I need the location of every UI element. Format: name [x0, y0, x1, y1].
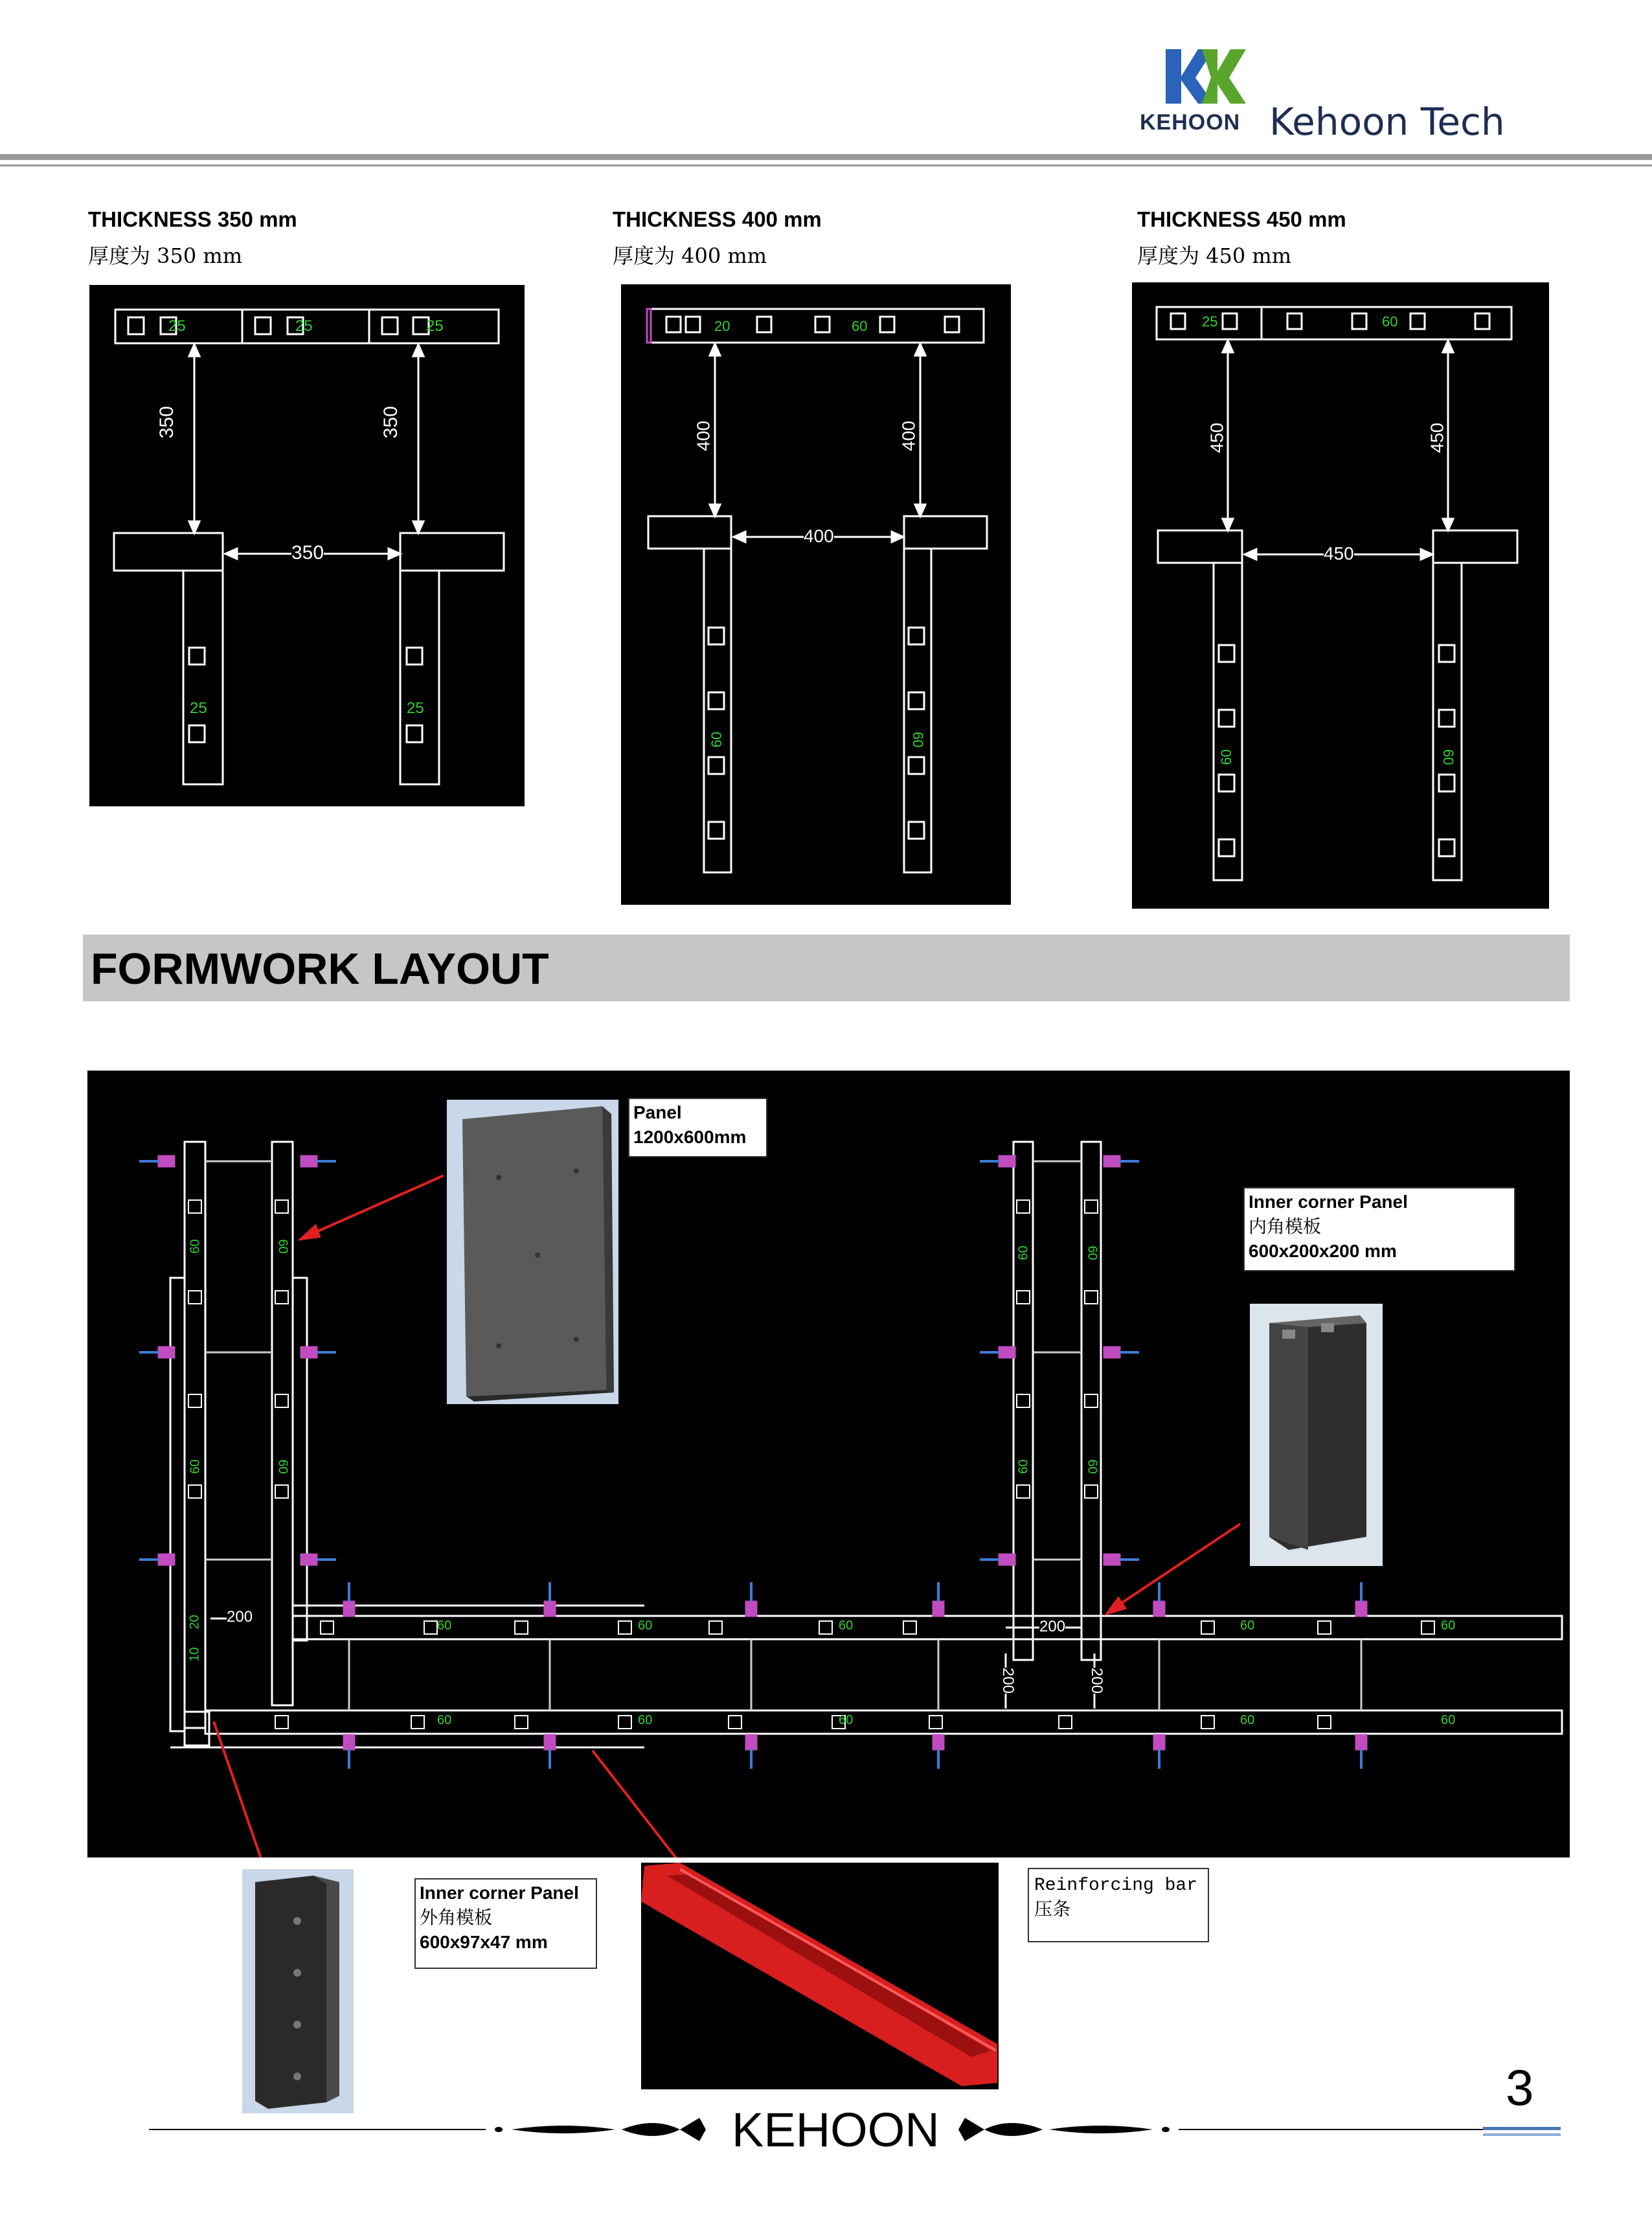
thickness-350-drawing [89, 285, 525, 806]
module-label: 20 [187, 1615, 202, 1630]
page-number-rule [1483, 2127, 1561, 2130]
module-label: 60 [188, 1239, 203, 1254]
dimension-label: 200 [1088, 1667, 1106, 1694]
thickness-400-drawing [621, 284, 1011, 905]
thickness-450-drawing [1132, 282, 1549, 909]
company-logo [1140, 44, 1505, 144]
module-label: 60 [1085, 1245, 1100, 1260]
formwork-layout-plan [87, 1071, 1570, 1857]
dimension-label: 200 [227, 1608, 253, 1626]
dimension-label: 200 [999, 1667, 1017, 1694]
brand-small-text: KEHOON [1140, 110, 1241, 135]
outer-corner-label [414, 1878, 597, 1969]
dimension-label: 450 [1324, 543, 1354, 563]
thickness-450-title: THICKNESS 450 mm [1137, 207, 1346, 231]
module-label: 60 [638, 1713, 653, 1727]
module-label: 60 [852, 318, 868, 334]
thickness-450-subtitle: 厚度为 450 mm [1137, 244, 1292, 268]
inner-corner-label-cn: 内角模板 [1249, 1216, 1322, 1237]
module-label: 60 [188, 1459, 203, 1474]
panel-label-name: Panel [633, 1102, 682, 1122]
dimension-label: 400 [693, 420, 714, 451]
panel-label-size: 1200x600mm [633, 1127, 747, 1147]
inner-corner-label-name: Inner corner Panel [1249, 1192, 1408, 1212]
module-label: 25 [295, 317, 313, 335]
reinforcing-bar-label-name: Reinforcing bar [1034, 1876, 1198, 1896]
page-number: 3 [1506, 2059, 1534, 2116]
module-label: 25 [168, 317, 186, 335]
dimension-label: 400 [898, 420, 919, 451]
module-label: 60 [1240, 1713, 1255, 1727]
panel-label [628, 1098, 767, 1157]
inner-corner-label-size: 600x200x200 mm [1249, 1241, 1397, 1261]
reinforcing-bar-photo [641, 1863, 999, 2089]
panel-1200x600-photo [447, 1100, 618, 1404]
outer-corner-label-size: 600x97x47 mm [420, 1932, 548, 1952]
module-label: 60 [1441, 1618, 1456, 1633]
module-label: 60 [1085, 1459, 1100, 1474]
module-label: 60 [839, 1618, 854, 1633]
module-label: 60 [708, 731, 725, 748]
thickness-400-title: THICKNESS 400 mm [613, 207, 822, 231]
thickness-350-title: THICKNESS 350 mm [88, 207, 297, 231]
outer-corner-label-cn: 外角模板 [420, 1907, 493, 1928]
dimension-label: 350 [291, 542, 324, 563]
reinforcing-bar-label [1028, 1868, 1209, 1942]
module-label: 60 [910, 731, 927, 748]
module-label: 60 [1382, 313, 1398, 330]
module-label: 60 [839, 1713, 854, 1727]
section-header-band [83, 935, 1570, 1001]
header-rule-thin [0, 165, 1652, 166]
module-label: 60 [1440, 749, 1457, 766]
dimension-label: 450 [1206, 422, 1227, 453]
kehoon-logo-mark-icon [1159, 44, 1250, 109]
inner-corner-label [1243, 1187, 1515, 1271]
module-label: 60 [1016, 1459, 1031, 1474]
footer-brand: KEHOON [732, 2103, 940, 2157]
dimension-label: 450 [1427, 422, 1447, 453]
header-rule-thick [0, 154, 1652, 160]
dimension-label: 400 [804, 526, 834, 546]
brand-name: Kehoon Tech [1269, 100, 1505, 144]
dimension-label: 350 [380, 405, 402, 439]
module-label: 60 [437, 1713, 452, 1727]
outer-corner-label-name: Inner corner Panel [420, 1883, 579, 1903]
reinforcing-bar-label-cn: 压条 [1034, 1898, 1071, 1920]
dimension-label: 200 [1039, 1618, 1066, 1635]
module-label: 20 [714, 318, 730, 334]
module-label: 60 [638, 1618, 653, 1633]
module-label: 25 [1202, 313, 1218, 330]
page-number-rule [1483, 2133, 1561, 2136]
thickness-350-subtitle: 厚度为 350 mm [88, 244, 243, 268]
module-label: 25 [407, 699, 424, 717]
outer-corner-panel-photo [242, 1869, 354, 2113]
module-label: 60 [437, 1618, 452, 1633]
inner-corner-panel-photo [1250, 1304, 1383, 1566]
module-label: 60 [275, 1239, 290, 1254]
module-label: 60 [1240, 1618, 1255, 1633]
module-label: 60 [1218, 749, 1235, 766]
module-label: 60 [1441, 1713, 1456, 1727]
module-label: 60 [275, 1459, 290, 1474]
dimension-label: 350 [156, 405, 178, 439]
module-label: 10 [187, 1647, 202, 1662]
thickness-400-subtitle: 厚度为 400 mm [613, 244, 767, 268]
module-label: 25 [190, 699, 207, 717]
section-title: FORMWORK LAYOUT [91, 944, 549, 994]
module-label: 60 [1016, 1245, 1031, 1260]
module-label: 25 [426, 317, 444, 335]
